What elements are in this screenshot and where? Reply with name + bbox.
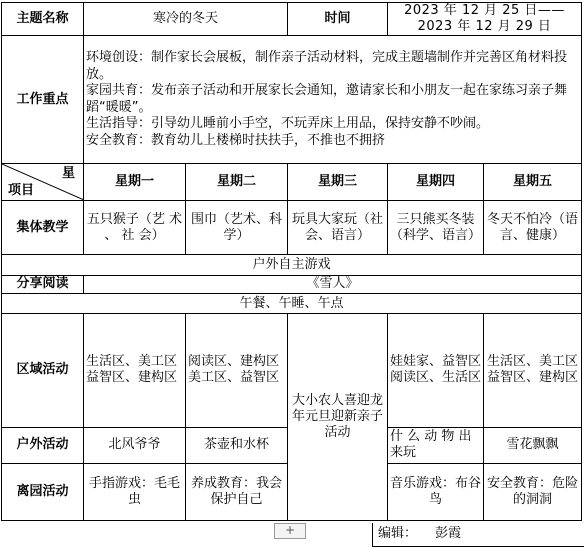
time-label-text: 时间 <box>324 11 351 27</box>
day-header-tue: 星期二 <box>186 164 288 200</box>
day-header-wed: 星期三 <box>288 164 388 200</box>
day-header-fri: 星期五 <box>484 164 582 200</box>
work-focus-item: 生活指导：引导幼儿睡前小手空，不玩弄床上用品，保持安静不吵闹。 <box>86 116 490 132</box>
date-range-text: 2023 年 12 月 25 日—— 2023 年 12 月 29 日 <box>404 3 565 35</box>
wednesday-special-activity: 大小农人喜迎龙年元旦迎新亲子活动 <box>288 314 388 521</box>
add-row-button[interactable]: + <box>274 523 306 539</box>
date-range <box>388 3 582 36</box>
outdoor-activity-tue: 茶壶和水杯 <box>186 427 288 463</box>
area-activity-fri: 生活区、美工区 益智区、建构区 <box>484 314 582 428</box>
work-focus-content <box>84 36 582 164</box>
group-teaching-label: 集体教学 <box>2 200 84 255</box>
outdoor-activity-mon: 北风爷爷 <box>84 427 186 463</box>
group-teaching-tue: 围巾（艺术、科学） <box>186 200 288 255</box>
group-teaching-mon: 五只猴子（艺 术 、 社 会） <box>84 200 186 255</box>
group-teaching-thu: 三只熊买冬装（科学、语言） <box>388 200 484 255</box>
work-focus-label: 工作重点 <box>2 36 84 164</box>
diagonal-header-cell <box>2 164 84 200</box>
theme-label: 主题名称 <box>2 3 84 36</box>
group-teaching-wed: 玩具大家玩（社会、语言） <box>288 200 388 255</box>
area-activity-label: 区域活动 <box>2 314 84 428</box>
theme-value: 寒冷的冬天 <box>84 3 288 36</box>
day-header-mon: 星期一 <box>84 164 186 200</box>
area-activity-tue: 阅读区、建构区 美工区、益智区 <box>186 314 288 428</box>
work-focus-item: 环境创设：制作家长会展板，制作亲子活动材料，完成主题墙制作并完善区角材料投放。 <box>86 50 568 82</box>
star-label: 星 <box>61 166 75 182</box>
leaving-activity-tue: 养成教育：我会保护自己 <box>186 464 288 521</box>
editor-info <box>372 523 584 547</box>
work-focus-item: 家园共育：发布亲子活动和开展家长会通知，邀请家长和小朋友一起在家练习亲子舞蹈“暖暖”。 <box>86 83 568 115</box>
editor-label: 编辑： <box>378 526 418 541</box>
item-label: 项目 <box>8 182 35 198</box>
group-teaching-fri: 冬天不怕冷（语言、健康） <box>484 200 582 255</box>
outdoor-free-play: 户外自主游戏 <box>2 255 582 275</box>
weekly-plan-table <box>1 2 582 521</box>
time-label <box>288 3 388 36</box>
shared-reading-value: 《雪人》 <box>84 275 582 293</box>
editor-name: 彭霞 <box>435 526 462 541</box>
outdoor-activity-fri: 雪花飘飘 <box>484 427 582 463</box>
work-focus-item: 安全教育：教育幼儿上楼梯时扶扶手，不推也不拥挤 <box>86 132 386 148</box>
leaving-activity-label: 离园活动 <box>2 464 84 521</box>
outdoor-activity-label: 户外活动 <box>2 427 84 463</box>
meals-row: 午餐、午睡、午点 <box>2 293 582 313</box>
shared-reading-label: 分享阅读 <box>2 275 84 293</box>
leaving-activity-fri: 安全教育：危险的洞洞 <box>484 464 582 521</box>
day-header-thu: 星期四 <box>388 164 484 200</box>
leaving-activity-thu: 音乐游戏：布谷鸟 <box>388 464 484 521</box>
outdoor-activity-thu: 什 么 动 物 出 来玩 <box>388 427 484 463</box>
area-activity-thu: 娃娃家、益智区 阅读区、生活区 <box>388 314 484 428</box>
leaving-activity-mon: 手指游戏：毛毛虫 <box>84 464 186 521</box>
area-activity-mon: 生活区、美工区 益智区、建构区 <box>84 314 186 428</box>
